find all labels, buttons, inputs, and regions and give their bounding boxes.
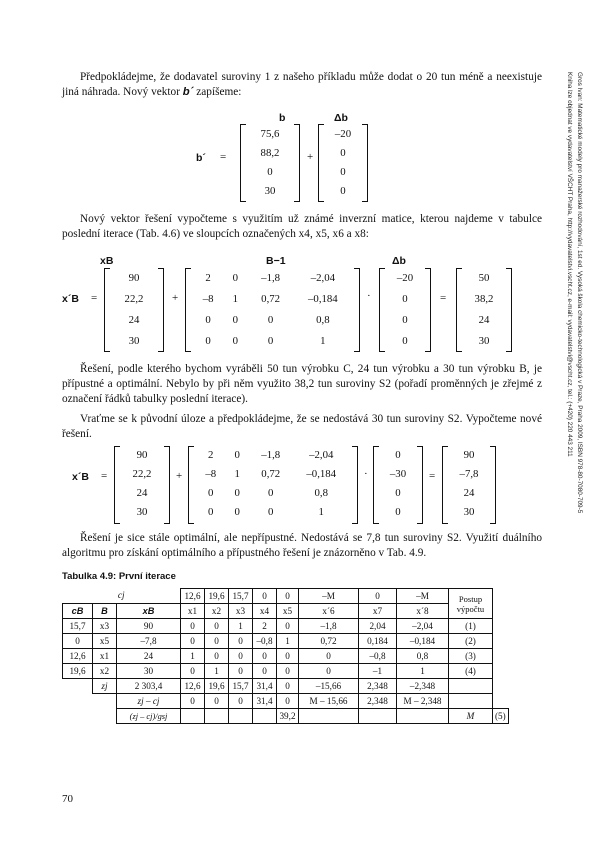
eq2-binv-cell: 0: [267, 335, 274, 347]
table-cell: 15,7: [229, 589, 253, 604]
eq2-res-0: 50: [478, 272, 490, 284]
para4-text: Vraťme se k původní úloze a předpokládejme, že se nedostává 30 tun suroviny S2. Vypočteme nové řešení.: [62, 413, 542, 440]
eq2-binv-cell: 0: [205, 335, 211, 347]
eq2-binv-cell: 1: [232, 293, 239, 305]
table-cell: 0: [229, 694, 253, 709]
table-cell: [397, 709, 449, 724]
header-b: B: [93, 604, 117, 619]
table-cell: [63, 694, 117, 709]
eq3-equals-2: =: [429, 470, 436, 482]
table-cell: (4): [449, 664, 493, 679]
eq3-binv-cell: –2,04: [309, 449, 334, 461]
eq2-db-3: 0: [402, 335, 408, 347]
eq3-binv-cell: 2: [208, 449, 214, 461]
eq1-b-3: 30: [264, 185, 276, 197]
paragraph-1: [62, 70, 542, 100]
eq3-dot: ·: [364, 468, 368, 480]
eq1-label: b´: [196, 152, 206, 164]
table-cell: –1,8: [299, 619, 359, 634]
eq3-xb-0: 90: [136, 449, 148, 461]
para1-text: Předpokládejme, že dodavatel suroviny 1 z našeho příkladu může dodat o 20 tun méně a neexistuje jiná náhrada. Nový vektor: [62, 71, 542, 98]
eq3-vector-db: [373, 446, 423, 524]
eq2-head-xb: xB: [100, 255, 114, 267]
table-row-zj: [63, 679, 509, 694]
table-cell: 1: [181, 649, 205, 664]
table-cell: 0: [277, 694, 299, 709]
eq2-binv-cell: –0,184: [308, 293, 338, 305]
sidebar-line-1: Gros Ivan: Matematické modely pro manažerské rozhodování, 1st ed. Vysoká škola chemicko-technologická v Praze, Praha 2009, ISBN 978-80-7080-709-5: [576, 72, 583, 514]
table-cell: 39,2: [277, 709, 299, 724]
table-cell: 0: [63, 634, 93, 649]
table-cell: 0,72: [299, 634, 359, 649]
table-cell: (2): [449, 634, 493, 649]
table-cell: 0: [277, 619, 299, 634]
eq3-matrix-binv: [188, 446, 358, 524]
table-cell: x2: [93, 664, 117, 679]
eq3-res-2: 24: [463, 487, 475, 499]
eq2-binv-cell: 0: [205, 314, 211, 326]
table-cell: 0: [205, 649, 229, 664]
table-cell: 31,4: [253, 679, 277, 694]
table-cell: x5: [93, 634, 117, 649]
table-cell: –2,04: [397, 619, 449, 634]
eq3-binv-cell: 0: [208, 487, 214, 499]
table-cell: 1: [229, 619, 253, 634]
table-cell: (zj – cj)/gsj: [117, 709, 181, 724]
para3-text: Řešení, podle kterého bychom vyráběli 50 tun výrobku C, 24 tun výrobku a 30 tun výrobku B, je přípustné a optimální. Nebylo by při něm využito 38,2 tun suroviny S2 (pořadí proměnných je zřejmé z označení řádků tabulky poslední iterace).: [62, 363, 542, 405]
table-cell: 2,348: [359, 694, 397, 709]
eq2-binv-cell: 0: [232, 335, 239, 347]
page-number: 70: [62, 793, 73, 805]
table-cell: 0: [299, 649, 359, 664]
table-row-ratio: [63, 709, 509, 724]
eq1-equals: =: [220, 151, 227, 163]
eq2-binv-cell: 0: [232, 272, 239, 284]
table-cell: –0,8: [359, 649, 397, 664]
eq3-binv-cell: 1: [318, 506, 324, 518]
simplex-table: [62, 588, 509, 724]
table-row-cj: [63, 589, 509, 604]
table-cell: [449, 694, 493, 709]
eq3-binv-cell: 0: [268, 506, 274, 518]
table-cell: –0,184: [397, 634, 449, 649]
eq3-xb-3: 30: [136, 506, 148, 518]
eq1-vector-db: [318, 124, 368, 202]
table-cell: 12,6: [181, 589, 205, 604]
eq2-db-2: 0: [402, 314, 408, 326]
eq3-binv-cell: 0: [268, 487, 274, 499]
table-cell: 19,6: [205, 679, 229, 694]
eq2-xb-2: 24: [128, 314, 140, 326]
table-cell: –M: [299, 589, 359, 604]
table-cell: (3): [449, 649, 493, 664]
eq3-binv-cell: –1,8: [261, 449, 281, 461]
table-cell: 2,04: [359, 619, 397, 634]
table-cell: M – 2,348: [397, 694, 449, 709]
header-x5: x5: [277, 604, 299, 619]
eq1-db-2: 0: [340, 166, 346, 178]
eq3-db-1: –30: [389, 468, 407, 480]
eq1-head-db: Δb: [334, 112, 348, 124]
eq3-xb-1: 22,2: [132, 468, 152, 480]
table-cell: [205, 709, 229, 724]
para2-text: Nový vektor řešení vypočteme s využitím už známé inverzní matice, kterou najdeme v tabulce poslední iterace (Tab. 4.6) ve sloupcích označených x4, x5, x6 a x8:: [62, 213, 542, 240]
header-x6: x´6: [299, 604, 359, 619]
eq2-binv-cell: 2: [205, 272, 211, 284]
eq2-xb-0: 90: [128, 272, 140, 284]
paragraph-5: [62, 531, 542, 561]
table-cell: –7,8: [117, 634, 181, 649]
vector-b-prime: b´: [182, 86, 194, 98]
eq3-res-3: 30: [463, 506, 475, 518]
eq2-dot: ·: [367, 290, 371, 302]
eq3-binv-cell: 1: [234, 468, 240, 480]
table-cell: 2,348: [359, 679, 397, 694]
eq3-binv-cell: –8: [205, 468, 217, 480]
paragraph-4: [62, 412, 542, 442]
table-row: [63, 664, 509, 679]
table-cell: zj – cj: [117, 694, 181, 709]
header-xb: xB: [117, 604, 181, 619]
eq2-db-0: –20: [396, 272, 414, 284]
table-cell: –0,8: [253, 634, 277, 649]
table-cell: 0: [205, 694, 229, 709]
eq3-xb-2: 24: [136, 487, 148, 499]
table-cell: 12,6: [63, 649, 93, 664]
eq3-binv-cell: 0: [234, 506, 240, 518]
eq1-db-0: –20: [334, 128, 352, 140]
eq1-plus: +: [307, 151, 314, 163]
eq2-vector-result: [456, 268, 512, 352]
eq3-binv-cell: 0: [208, 506, 214, 518]
table-cell: 24: [117, 649, 181, 664]
table-cell: 0: [253, 649, 277, 664]
eq2-xb-3: 30: [128, 335, 140, 347]
table-cell: 0: [181, 619, 205, 634]
table-cell: [63, 709, 117, 724]
eq2-db-1: 0: [402, 293, 408, 305]
para5-text: Řešení je sice stále optimální, ale nepřípustné. Nedostává se 7,8 tun suroviny S2. Využití duálního algoritmu pro získání optimálního a přípustného řešení je znázorněno v Tab. 4.9.: [62, 532, 542, 559]
header-x3: x3: [229, 604, 253, 619]
table-cell: 90: [117, 619, 181, 634]
eq3-res-0: 90: [463, 449, 475, 461]
table-cell: (5): [493, 709, 509, 724]
table-cell: 0: [253, 664, 277, 679]
eq1-vector-b: [240, 124, 300, 202]
eq3-db-2: 0: [395, 487, 401, 499]
eq2-xb-1: 22,2: [124, 293, 144, 305]
eq2-binv-cell: –8: [202, 293, 214, 305]
table-cell: x1: [93, 649, 117, 664]
eq2-head-binv: B−1: [266, 255, 286, 267]
header-x1: x1: [181, 604, 205, 619]
table-cell: 0: [181, 634, 205, 649]
eq1-db-1: 0: [340, 147, 346, 159]
eq3-db-0: 0: [395, 449, 401, 461]
eq2-binv-cell: 1: [320, 335, 326, 347]
eq1-b-1: 88,2: [260, 147, 280, 159]
table-cell: 0: [229, 634, 253, 649]
table-cell: 0,184: [359, 634, 397, 649]
table-cell: [253, 709, 277, 724]
eq3-binv-cell: 0,8: [314, 487, 328, 499]
eq3-binv-cell: 0: [234, 487, 240, 499]
table-cell: –1: [359, 664, 397, 679]
table-cell: 0: [299, 664, 359, 679]
paragraph-3: [62, 362, 542, 407]
table-cell: –2,348: [397, 679, 449, 694]
eq3-equals: =: [101, 470, 108, 482]
eq3-vector-xb: [114, 446, 170, 524]
eq2-res-1: 38,2: [474, 293, 494, 305]
table-cell: [299, 709, 359, 724]
eq2-label: x´B: [62, 293, 79, 305]
eq3-db-3: 0: [395, 506, 401, 518]
eq2-plus: +: [172, 292, 179, 304]
table-cell: [449, 679, 493, 694]
table-cell: 0: [253, 589, 277, 604]
table-cell: (1): [449, 619, 493, 634]
table-cell: 0,8: [397, 649, 449, 664]
table-cell: 0: [277, 649, 299, 664]
table-cell: [359, 709, 397, 724]
table-cell: 2: [253, 619, 277, 634]
table-cell: 15,7: [63, 619, 93, 634]
table-cell: [229, 709, 253, 724]
header-cb: cB: [63, 604, 93, 619]
eq2-res-3: 30: [478, 335, 490, 347]
table-cell: 0: [205, 634, 229, 649]
table-cell: 0: [277, 589, 299, 604]
eq3-plus: +: [176, 470, 183, 482]
table-cell: –15,66: [299, 679, 359, 694]
cj-label: cj: [63, 589, 181, 604]
table-cell: 2 303,4: [117, 679, 181, 694]
table-row: [63, 634, 509, 649]
table-cell: 0: [229, 664, 253, 679]
eq1-b-2: 0: [267, 166, 273, 178]
eq2-vector-db: [379, 268, 431, 352]
table-cell: 15,7: [229, 679, 253, 694]
eq3-label: x´B: [72, 471, 89, 483]
header-x8: x´8: [397, 604, 449, 619]
table-cell: 31,4: [253, 694, 277, 709]
header-x7: x7: [359, 604, 397, 619]
eq2-binv-cell: 0: [232, 314, 239, 326]
table-caption: Tabulka 4.9: První iterace: [62, 571, 176, 582]
eq2-res-2: 24: [478, 314, 490, 326]
header-x4: x4: [253, 604, 277, 619]
table-cell: 19,6: [205, 589, 229, 604]
eq2-binv-cell: 0,8: [316, 314, 330, 326]
table-cell: zj: [93, 679, 117, 694]
eq1-db-3: 0: [340, 185, 346, 197]
copyright-sidebar: [561, 72, 585, 632]
table-cell: 1: [205, 664, 229, 679]
header-x2: x2: [205, 604, 229, 619]
table-cell: 30: [117, 664, 181, 679]
table-cell: M – 15,66: [299, 694, 359, 709]
eq2-binv-cell: –2,04: [310, 272, 336, 284]
table-cell: M: [449, 709, 493, 724]
table-cell: x3: [93, 619, 117, 634]
table-cell: 1: [397, 664, 449, 679]
table-cell: 0: [181, 664, 205, 679]
table-header-row: [63, 604, 509, 619]
sidebar-line-2: Kniha lze objednat ve vydavatelství VŠCHT Praha, http://vydavatelstvi.vscht.cz, e-mail: vydavatelstvi@vscht.cz, tel.: (+420) 220 443 211: [566, 72, 573, 457]
eq2-binv-cell: –1,8: [261, 272, 281, 284]
eq2-matrix-binv: [185, 268, 360, 352]
table-cell: 12,6: [181, 679, 205, 694]
table-cell: 0: [359, 589, 397, 604]
table-row-zj-cj: [63, 694, 509, 709]
eq3-binv-cell: 0: [234, 449, 240, 461]
eq2-binv-cell: 0,72: [261, 293, 281, 305]
table-cell: [181, 709, 205, 724]
table-cell: 0: [277, 679, 299, 694]
table-row: [63, 619, 509, 634]
table-cell: 0: [181, 694, 205, 709]
table-cell: –M: [397, 589, 449, 604]
eq3-res-1: –7,8: [459, 468, 479, 480]
table-cell: 19,6: [63, 664, 93, 679]
table-cell: 0: [205, 619, 229, 634]
table-cell: [63, 679, 93, 694]
paragraph-2: [62, 212, 542, 242]
eq2-equals-2: =: [440, 292, 447, 304]
eq3-vector-result: [442, 446, 496, 524]
eq2-equals: =: [91, 292, 98, 304]
table-cell: 0: [229, 649, 253, 664]
table-row: [63, 649, 509, 664]
eq1-b-0: 75,6: [260, 128, 280, 140]
eq3-binv-cell: –0,184: [306, 468, 337, 480]
eq2-head-db: Δb: [392, 255, 406, 267]
table-cell: 0: [277, 664, 299, 679]
table-cell: 1: [277, 634, 299, 649]
eq2-binv-cell: 0: [267, 314, 274, 326]
eq2-vector-xb: [104, 268, 164, 352]
eq3-binv-cell: 0,72: [261, 468, 281, 480]
postup-header: Postup výpočtu: [449, 589, 493, 619]
para1-tail: zapíšeme:: [193, 86, 242, 98]
eq1-head-b: b: [279, 112, 286, 124]
